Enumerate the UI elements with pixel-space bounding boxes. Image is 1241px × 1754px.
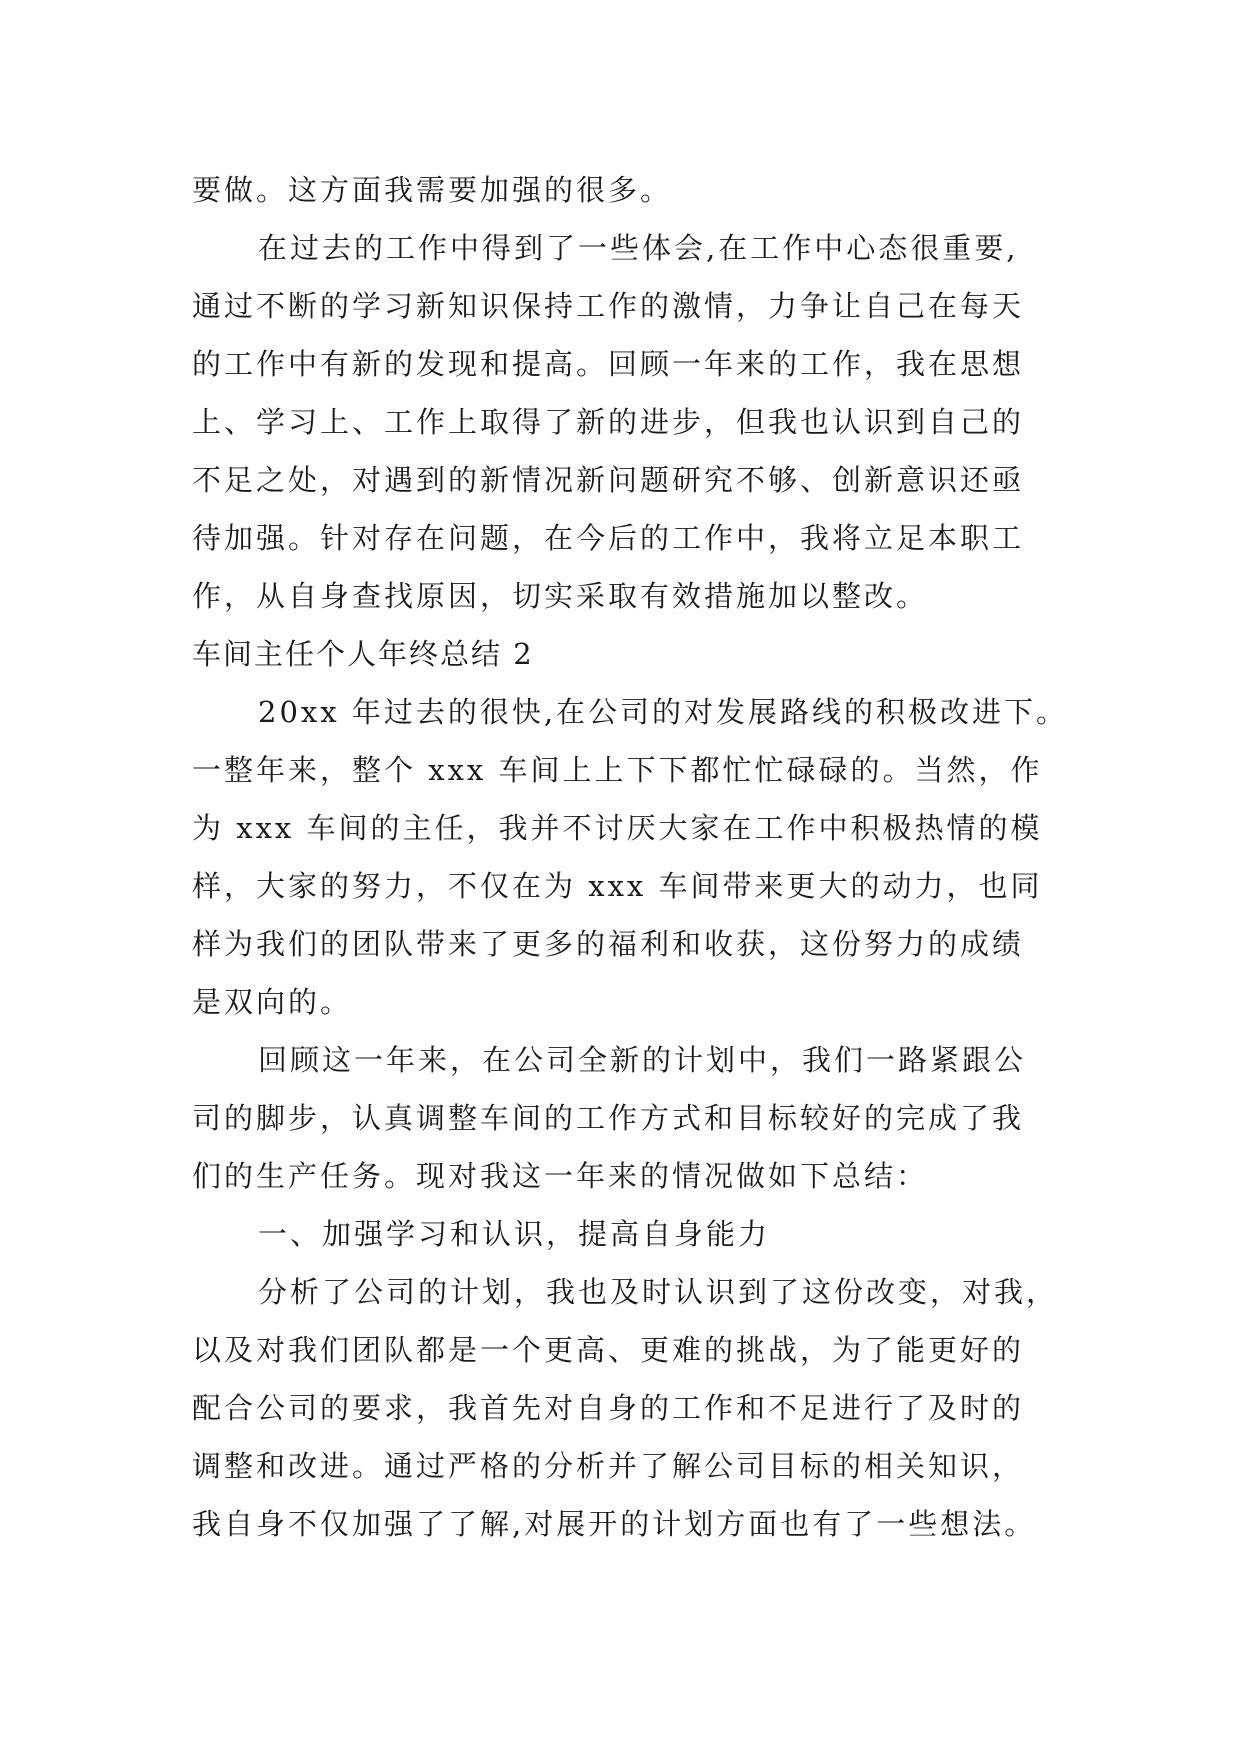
- text-line: 们的生产任务。现对我这一年来的情况做如下总结：: [192, 1159, 929, 1193]
- section-heading: 车间主任个人年终总结 2: [192, 637, 534, 671]
- text-line: 样，大家的努力，不仅在为 xxx 车间带来更大的动力，也同: [192, 869, 1043, 903]
- text-line: 通过不断的学习新知识保持工作的激情，力争让自己在每天: [192, 289, 1025, 323]
- paragraph-start: 回顾这一年来，在公司全新的计划中，我们一路紧跟公: [258, 1043, 1027, 1077]
- text-line: 要做。这方面我需要加强的很多。: [192, 173, 673, 207]
- paragraph-start: 在过去的工作中得到了一些体会,在工作中心态很重要,: [258, 231, 1019, 265]
- text-line: 的工作中有新的发现和提高。回顾一年来的工作，我在思想: [192, 347, 1025, 381]
- text-line: 为 xxx 车间的主任，我并不讨厌大家在工作中积极热情的模: [192, 811, 1043, 845]
- paragraph-start: 分析了公司的计划，我也及时认识到了这份改变，对我，: [258, 1275, 1059, 1309]
- text-line: 作，从自身查找原因，切实采取有效措施加以整改。: [192, 579, 929, 613]
- text-line: 是双向的。: [192, 985, 353, 1019]
- paragraph-start: 20xx 年过去的很快,在公司的对发展路线的积极改进下。: [258, 695, 1069, 729]
- text-line: 上、学习上、工作上取得了新的进步，但我也认识到自己的: [192, 405, 1025, 439]
- text-line: 司的脚步，认真调整车间的工作方式和目标较好的完成了我: [192, 1101, 1025, 1135]
- text-line: 样为我们的团队带来了更多的福利和收获，这份努力的成绩: [192, 927, 1025, 961]
- text-line: 我自身不仅加强了了解,对展开的计划方面也有了一些想法。: [192, 1507, 1037, 1541]
- text-line: 配合公司的要求，我首先对自身的工作和不足进行了及时的: [192, 1391, 1025, 1425]
- text-line: 待加强。针对存在问题，在今后的工作中，我将立足本职工: [192, 521, 1025, 555]
- text-line: 不足之处，对遇到的新情况新问题研究不够、创新意识还亟: [192, 463, 1025, 497]
- text-line: 调整和改进。通过严格的分析并了解公司目标的相关知识，: [192, 1449, 1025, 1483]
- text-line: 一整年来，整个 xxx 车间上上下下都忙忙碌碌的。当然，作: [192, 753, 1043, 787]
- subsection-heading: 一、加强学习和认识，提高自身能力: [258, 1217, 771, 1251]
- text-line: 以及对我们团队都是一个更高、更难的挑战，为了能更好的: [192, 1333, 1025, 1367]
- document-body: [192, 161, 1072, 1553]
